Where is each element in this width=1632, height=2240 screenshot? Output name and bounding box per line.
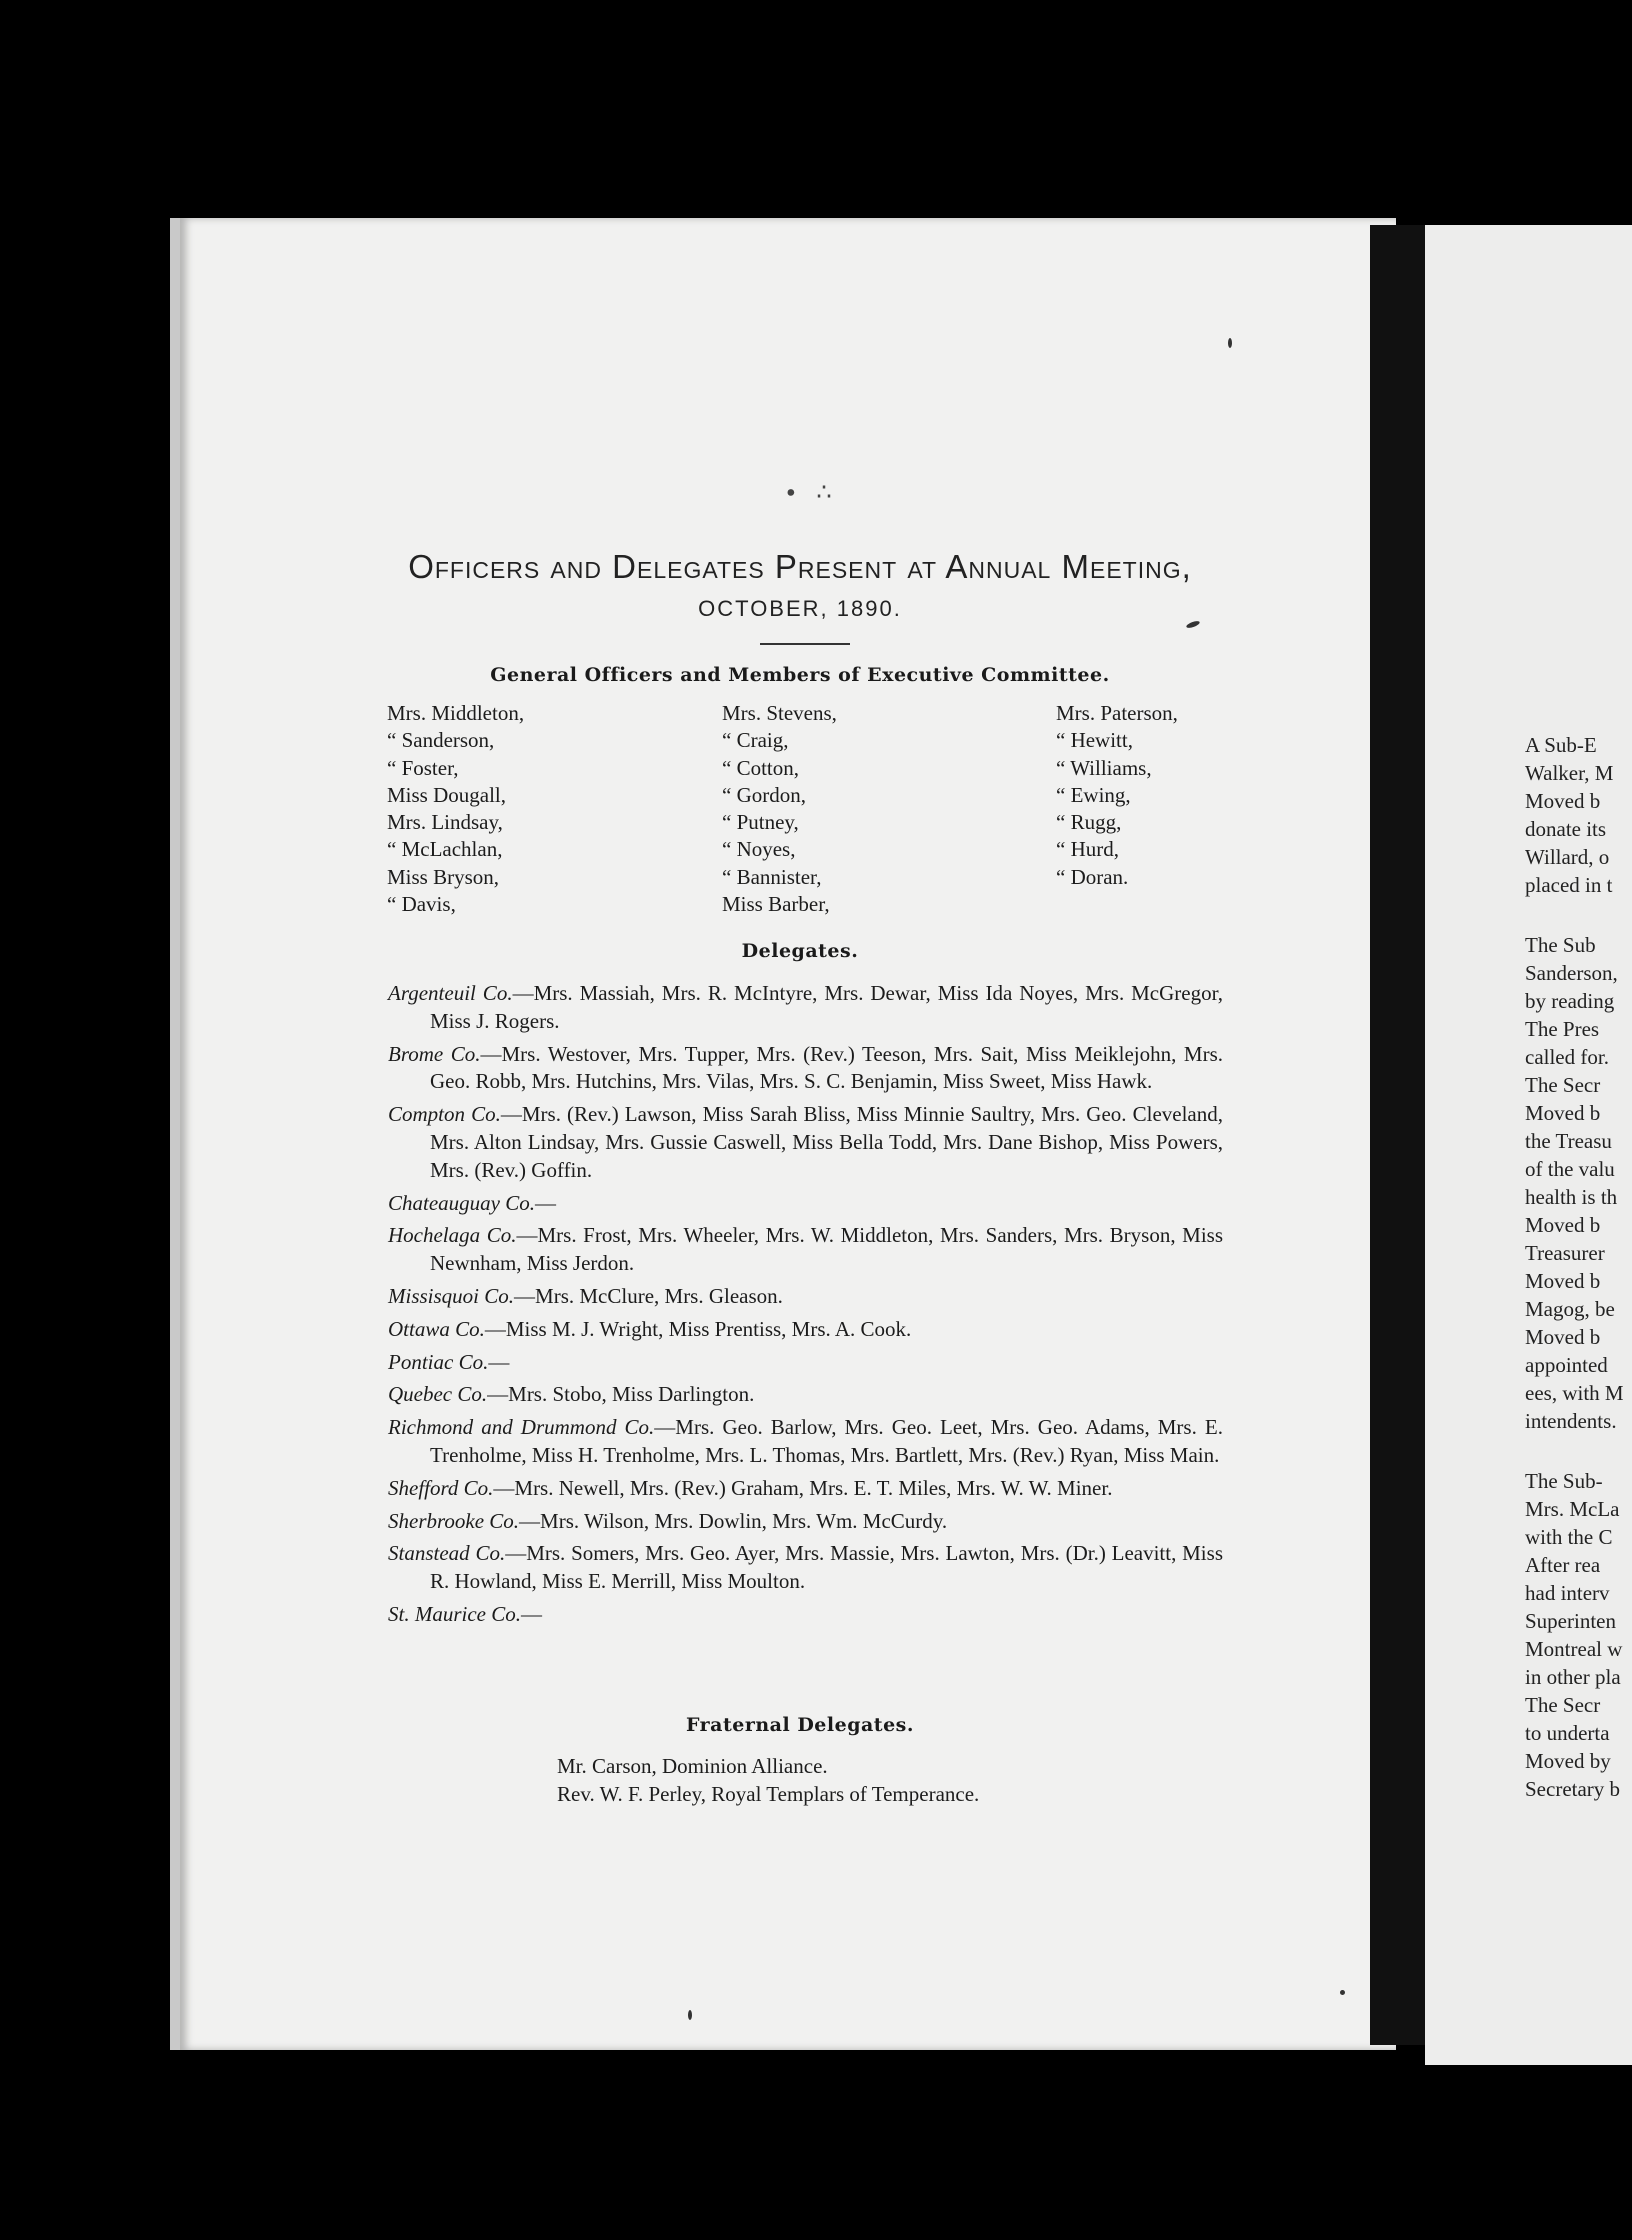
right-page-line: by reading <box>1525 989 1615 1013</box>
delegate-names: —Mrs. McClure, Mrs. Gleason. <box>514 1283 783 1308</box>
right-page-line: called for. <box>1525 1045 1609 1069</box>
delegate-entry <box>388 980 1223 1036</box>
officer-name: Mrs. Stevens, <box>722 701 837 725</box>
officer-name: Miss Barber, <box>722 892 830 917</box>
right-page-line: health is th <box>1525 1185 1618 1209</box>
right-page-line: Sanderson, <box>1525 961 1618 985</box>
delegate-names: —Mrs. Wilson, Mrs. Dowlin, Mrs. Wm. McCurdy. <box>519 1508 948 1533</box>
right-page-line: donate its <box>1525 817 1607 841</box>
book-gutter <box>1370 225 1425 2045</box>
right-page-line: appointed <box>1525 1353 1608 1377</box>
scan-speck <box>688 2010 692 2020</box>
officer-name: “ Hurd, <box>1056 837 1119 862</box>
fraternal-delegate: Mr. Carson, Dominion Alliance. <box>557 1754 828 1778</box>
county-name: Argenteuil Co. <box>388 981 513 1005</box>
officer-name: Mrs. Lindsay, <box>387 810 503 835</box>
right-page-line <box>1525 1435 1632 1467</box>
scan-speck <box>1228 338 1232 348</box>
delegate-entry <box>388 1283 1223 1311</box>
right-page-line: Moved b <box>1525 1325 1601 1349</box>
right-page-line: Mrs. McLa <box>1525 1497 1620 1521</box>
delegate-entry <box>388 1101 1223 1184</box>
right-page-line: Walker, M <box>1525 761 1614 785</box>
county-name: Brome Co. <box>388 1041 481 1066</box>
fraternal-list <box>557 1752 979 1808</box>
officer-name: “ Cotton, <box>722 755 799 780</box>
delegate-names: —Mrs. Westover, Mrs. Tupper, Mrs. (Rev.) Teeson, Mrs. Sait, Miss Meiklejohn, Mrs. Geo. Robb, Mrs. Hutchins, Mrs. Vilas, Mrs. S. C. Benjamin, Miss Sweet, Miss Hawk. <box>430 1041 1223 1094</box>
delegate-names: —Mrs. (Rev.) Lawson, Miss Sarah Bliss, Miss Minnie Saultry, Mrs. Geo. Cleveland, Mrs. Alton Lindsay, Mrs. Gussie Caswell, Miss Bella Todd, Mrs. Dane Bishop, Miss Powers, Mrs. (Rev.) Goffin. <box>430 1102 1223 1182</box>
right-page-line: After rea <box>1525 1553 1601 1577</box>
right-page-line: The Secr <box>1525 1693 1601 1717</box>
right-page-text <box>1525 731 1632 1803</box>
officer-name: “ Bannister, <box>722 864 822 889</box>
delegate-names: — <box>520 1601 542 1626</box>
delegates-list <box>388 980 1223 1634</box>
page-title-text: Officers and Delegates Present at Annual Meeting, <box>408 548 1192 585</box>
county-name: Missisquoi Co. <box>388 1283 515 1308</box>
officers-column-3 <box>1056 700 1178 891</box>
county-name: Stanstead Co. <box>388 1541 506 1566</box>
right-page-line: Secretary b <box>1525 1777 1621 1801</box>
delegate-names: —Mrs. Frost, Mrs. Wheeler, Mrs. W. Middleton, Mrs. Sanders, Mrs. Bryson, Miss Newnham, Miss Jerdon. <box>430 1223 1224 1276</box>
right-page-line: with the C <box>1525 1525 1613 1549</box>
right-page-line: The Pres <box>1525 1017 1600 1041</box>
right-page-line: The Sub- <box>1525 1469 1603 1493</box>
delegate-entry <box>388 1316 1223 1344</box>
county-name: Chateauguay Co. <box>388 1190 535 1215</box>
county-name: Pontiac Co. <box>388 1349 489 1374</box>
delegate-names: —Mrs. Geo. Barlow, Mrs. Geo. Leet, Mrs. Geo. Adams, Mrs. E. Trenholme, Miss H. Trenholme, Mrs. L. Thomas, Mrs. Bartlett, Mrs. (Rev.) Ryan, Miss Main. <box>430 1415 1224 1467</box>
county-name: Richmond and Drummond Co. <box>388 1415 655 1440</box>
right-page-line: Moved b <box>1525 1213 1601 1237</box>
right-page-line: A Sub-E <box>1525 733 1597 757</box>
right-page-line: The Sub <box>1525 933 1596 957</box>
delegate-names: —Mrs. Somers, Mrs. Geo. Ayer, Mrs. Massie, Mrs. Lawton, Mrs. (Dr.) Leavitt, Miss R. Howland, Miss E. Merrill, Miss Moulton. <box>430 1541 1223 1594</box>
scan-speck <box>1340 1990 1345 1995</box>
right-page-line: the Treasu <box>1525 1129 1612 1153</box>
delegate-entry <box>388 1414 1223 1470</box>
right-page-line: Moved b <box>1525 1101 1601 1125</box>
delegate-names: — <box>488 1349 510 1374</box>
page-title <box>250 548 1350 586</box>
right-page-line: had interv <box>1525 1581 1610 1605</box>
right-page-line: Superinten <box>1525 1609 1616 1633</box>
officer-name: “ Putney, <box>722 810 799 835</box>
right-page-line: Moved b <box>1525 1269 1601 1293</box>
officer-name: “ Noyes, <box>722 837 796 862</box>
officers-heading: General Officers and Members of Executive Committee. <box>490 664 1110 686</box>
right-page-line: Moved by <box>1525 1749 1611 1773</box>
right-page-line <box>1525 899 1632 931</box>
delegate-entry <box>388 1190 1223 1218</box>
fraternal-heading: Fraternal Delegates. <box>686 1714 914 1736</box>
right-page-line: Magog, be <box>1525 1297 1615 1321</box>
right-page-line: Moved b <box>1525 789 1601 813</box>
title-rule <box>760 643 850 645</box>
delegate-names: —Mrs. Massiah, Mrs. R. McIntyre, Mrs. Dewar, Miss Ida Noyes, Mrs. McGregor, Miss J. Rogers. <box>430 981 1224 1033</box>
right-page <box>1425 225 1632 2065</box>
officer-name: “ Foster, <box>387 755 459 780</box>
delegate-entry <box>388 1475 1223 1503</box>
officer-name: “ Hewitt, <box>1056 728 1133 753</box>
officer-name: “ Gordon, <box>722 782 806 807</box>
officer-name: Mrs. Paterson, <box>1056 701 1178 725</box>
meeting-date: OCTOBER, 1890. <box>698 596 902 621</box>
officer-name: “ Craig, <box>722 728 789 753</box>
county-name: Shefford Co. <box>388 1475 494 1500</box>
delegate-names: — <box>535 1190 556 1215</box>
county-name: Ottawa Co. <box>388 1316 485 1341</box>
delegate-names: —Mrs. Stobo, Miss Darlington. <box>487 1382 755 1407</box>
officer-name: Miss Dougall, <box>387 782 507 807</box>
right-page-line: Treasurer <box>1525 1241 1605 1265</box>
right-page-line: of the valu <box>1525 1157 1615 1181</box>
right-page-line: intendents. <box>1525 1409 1617 1433</box>
right-page-line: ees, with M <box>1525 1381 1624 1405</box>
delegates-heading: Delegates. <box>741 940 859 962</box>
ornament: ∙ ∴ <box>785 478 838 506</box>
delegate-entry <box>388 1540 1223 1596</box>
county-name: Compton Co. <box>388 1102 501 1127</box>
delegate-names: —Mrs. Newell, Mrs. (Rev.) Graham, Mrs. E. T. Miles, Mrs. W. W. Miner. <box>493 1475 1113 1500</box>
officer-name: Miss Bryson, <box>387 864 500 889</box>
right-page-line: in other pla <box>1525 1665 1621 1689</box>
officer-name: “ McLachlan, <box>387 837 503 862</box>
county-name: Quebec Co. <box>388 1382 488 1407</box>
officer-name: “ Williams, <box>1056 755 1152 780</box>
delegate-names: —Miss M. J. Wright, Miss Prentiss, Mrs. A. Cook. <box>484 1316 912 1341</box>
officer-name: Mrs. Middleton, <box>387 701 525 725</box>
delegate-entry <box>388 1381 1223 1409</box>
officer-name: “ Sanderson, <box>387 728 495 753</box>
right-page-line: placed in t <box>1525 873 1613 897</box>
officer-name: “ Davis, <box>387 892 456 917</box>
delegate-entry <box>388 1222 1223 1278</box>
officers-column-1 <box>387 700 524 918</box>
delegate-entry <box>388 1508 1223 1536</box>
fraternal-delegate: Rev. W. F. Perley, Royal Templars of Temperance. <box>557 1782 980 1806</box>
officer-name: “ Doran. <box>1056 864 1129 889</box>
right-page-line: Willard, o <box>1525 845 1610 869</box>
right-page-line: Montreal w <box>1525 1637 1623 1661</box>
delegate-entry <box>388 1601 1223 1629</box>
officers-column-2 <box>722 700 837 918</box>
delegate-entry <box>388 1041 1223 1097</box>
officer-name: “ Ewing, <box>1056 782 1131 807</box>
county-name: Hochelaga Co. <box>388 1223 517 1248</box>
delegate-entry <box>388 1349 1223 1377</box>
county-name: Sherbrooke Co. <box>388 1508 520 1533</box>
county-name: St. Maurice Co. <box>388 1601 521 1626</box>
right-page-line: to underta <box>1525 1721 1610 1745</box>
right-page-line: The Secr <box>1525 1073 1601 1097</box>
officer-name: “ Rugg, <box>1056 810 1122 835</box>
